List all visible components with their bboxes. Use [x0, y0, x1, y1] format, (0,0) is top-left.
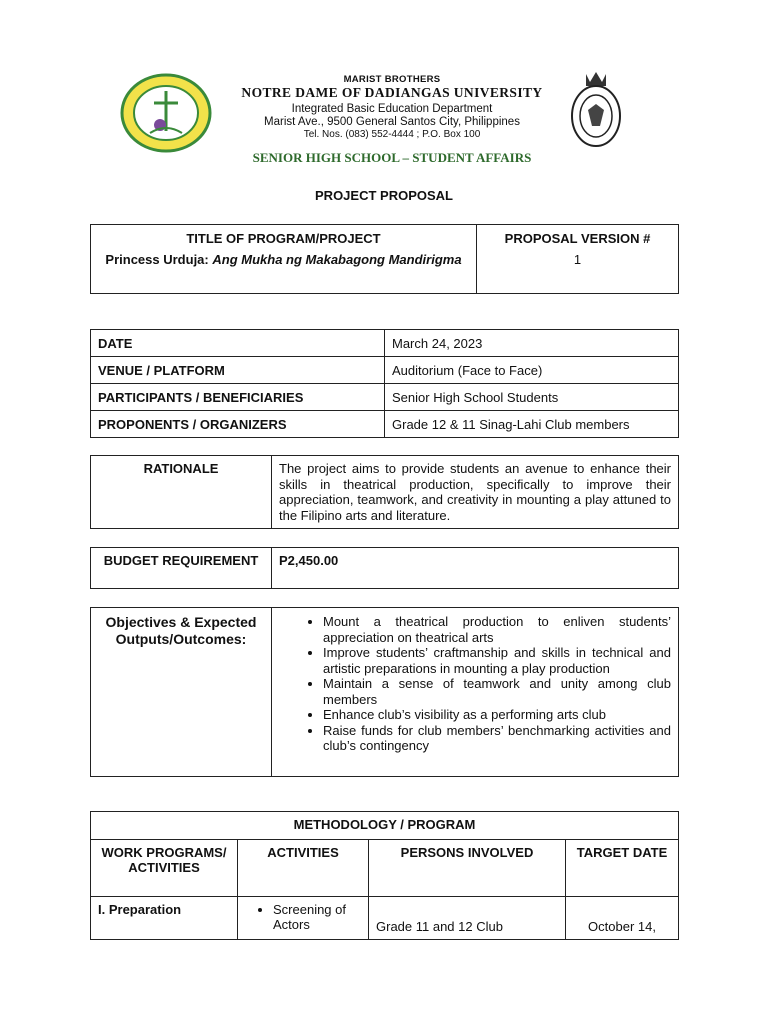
project-title-italic: Ang Mukha ng Makabagong Mandirigma	[212, 252, 462, 267]
info-row-venue	[91, 357, 679, 384]
university-name: NOTRE DAME OF DADIANGAS UNIVERSITY	[241, 85, 543, 100]
address: Marist Ave., 9500 General Santos City, Philippines	[264, 116, 520, 128]
version-value: 1	[573, 252, 582, 267]
version-cell	[477, 225, 679, 294]
info-row-proponents	[91, 411, 679, 438]
info-value: Senior High School Students	[385, 384, 679, 411]
info-value: Grade 12 & 11 Sinag-Lahi Club members	[385, 411, 679, 438]
objectives-cell	[272, 608, 679, 777]
objectives-label: Objectives & Expected Outputs/Outcomes:	[91, 608, 272, 777]
header-line-marist: MARIST BROTHERS	[343, 74, 441, 85]
budget-table	[90, 547, 679, 589]
persons-cell: Grade 11 and 12 Club	[369, 897, 566, 940]
activity-cell	[238, 897, 369, 940]
department-name: Integrated Basic Education Department	[291, 103, 493, 115]
budget-value: P2,450.00	[272, 548, 679, 589]
contact-info: Tel. Nos. (083) 552-4444 ; P.O. Box 100	[303, 129, 481, 140]
list-item: • Raise funds for club members’ benchmarking activities and club’s contingency	[323, 723, 671, 754]
methodology-table	[90, 811, 679, 940]
info-value: March 24, 2023	[385, 330, 679, 357]
rationale-label: RATIONALE	[91, 456, 272, 529]
target-date-cell: October 14,	[566, 897, 679, 940]
info-label: PARTICIPANTS / BENEFICIARIES	[91, 384, 385, 411]
info-label: DATE	[91, 330, 385, 357]
info-value: Auditorium (Face to Face)	[385, 357, 679, 384]
column-header: ACTIVITIES	[238, 840, 369, 897]
objectives-table	[90, 607, 679, 777]
version-label: PROPOSAL VERSION #	[504, 231, 651, 246]
column-header: TARGET DATE	[566, 840, 679, 897]
page-title: PROJECT PROPOSAL	[315, 188, 453, 203]
column-header: WORK PROGRAMS/ ACTIVITIES	[91, 840, 238, 897]
table-header-row	[91, 840, 679, 897]
work-program-cell: I. Preparation	[91, 897, 238, 940]
info-label: VENUE / PLATFORM	[91, 357, 385, 384]
objectives-list	[279, 614, 671, 754]
info-table	[90, 329, 679, 438]
list-item: • Screening of Actors	[273, 902, 361, 932]
rationale-table	[90, 455, 679, 529]
column-header: PERSONS INVOLVED	[369, 840, 566, 897]
title-table	[90, 224, 679, 294]
info-label: PROPONENTS / ORGANIZERS	[91, 411, 385, 438]
table-row	[91, 897, 679, 940]
title-cell	[91, 225, 477, 294]
list-item: • Mount a theatrical production to enliven students’ appreciation on theatrical arts	[323, 614, 671, 645]
project-title-prefix: Princess Urduja:	[105, 252, 209, 267]
list-item: • Maintain a sense of teamwork and unity among club members	[323, 676, 671, 707]
rationale-text: The project aims to provide students an avenue to enhance their skills in theatrical production, specifically to improve their appreciation, teamwork, and creativity in mounting a play attuned to the Filipino arts and literature.	[272, 456, 679, 529]
info-row-participants	[91, 384, 679, 411]
letterhead	[0, 0, 768, 180]
project-title	[99, 252, 468, 268]
title-label: TITLE OF PROGRAM/PROJECT	[186, 231, 381, 246]
info-row-date	[91, 330, 679, 357]
list-item: • Improve students’ craftmanship and skills in technical and artistic preparations in mounting a play production	[323, 645, 671, 676]
budget-label: BUDGET REQUIREMENT	[91, 548, 272, 589]
list-item: • Enhance club’s visibility as a performing arts club	[323, 707, 671, 723]
university-seal-icon	[120, 73, 212, 153]
methodology-caption: METHODOLOGY / PROGRAM	[91, 812, 679, 840]
subunit-title: SENIOR HIGH SCHOOL – STUDENT AFFAIRS	[252, 150, 532, 165]
